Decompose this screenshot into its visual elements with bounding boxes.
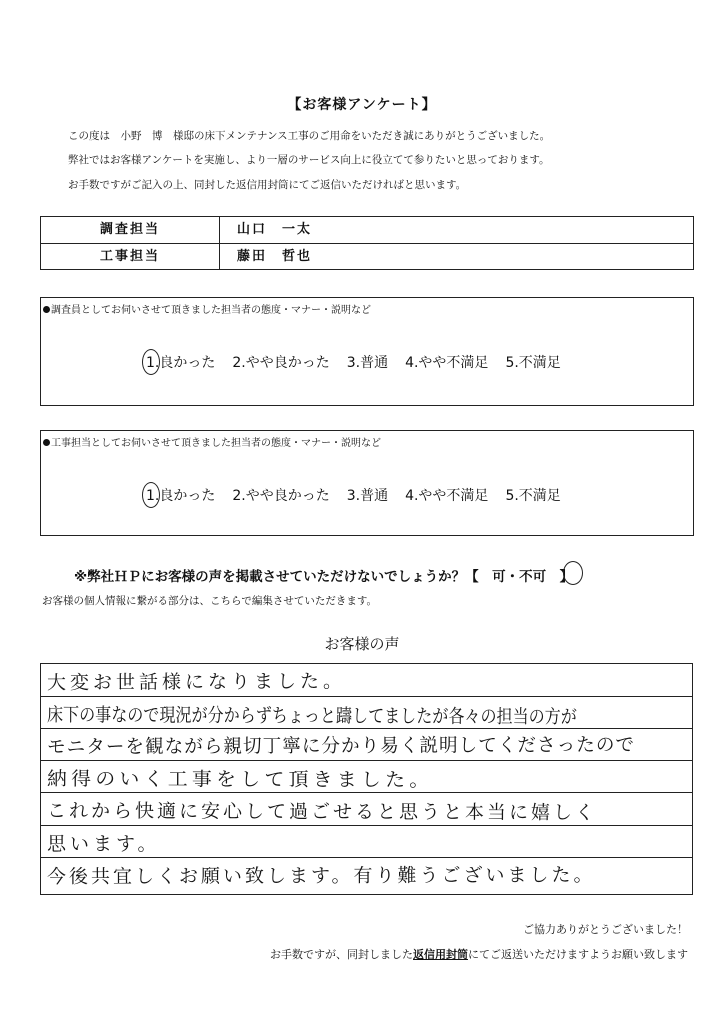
option-label: 2.やや良かった bbox=[232, 488, 330, 504]
option-label: 1.良かった bbox=[146, 355, 216, 371]
customer-voice-box bbox=[40, 663, 693, 895]
bullet-icon bbox=[43, 306, 50, 313]
rating-option-3[interactable] bbox=[347, 352, 388, 372]
rating-option-2[interactable] bbox=[232, 485, 329, 505]
rating-options bbox=[146, 485, 578, 505]
question-box-2 bbox=[40, 430, 694, 536]
ruled-line bbox=[41, 760, 692, 761]
footer-note bbox=[270, 946, 688, 962]
question-title bbox=[43, 301, 371, 316]
selection-circle bbox=[142, 482, 160, 508]
staff-row-construction bbox=[41, 243, 693, 270]
staff-label: 工事担当 bbox=[41, 244, 220, 270]
option-label: 5.不満足 bbox=[505, 488, 561, 504]
handwritten-line-5: これから快適に安心して過ごせると思うと本当に嬉しく bbox=[46, 800, 598, 824]
question-box-1 bbox=[40, 297, 694, 406]
handwritten-line-4: 納得のいく工事をして頂きました。 bbox=[46, 768, 434, 792]
handwritten-line-3: モニターを観ながら親切丁寧に分かり易く説明してくださったので bbox=[46, 733, 636, 758]
handwritten-line-7: 今後共宜しくお願い致します。有り難うございました。 bbox=[46, 864, 596, 888]
footer-text: にてご返送いただけますようお願い致します bbox=[468, 948, 688, 961]
staff-name: 藤田 哲也 bbox=[237, 249, 313, 264]
rating-option-1[interactable] bbox=[146, 485, 215, 505]
footer-emphasis: 返信用封筒 bbox=[413, 948, 468, 961]
rating-options bbox=[146, 352, 578, 372]
handwritten-line-1: 大変お世話様になりました。 bbox=[46, 670, 347, 694]
option-label: 3.普通 bbox=[346, 488, 389, 504]
rating-option-5[interactable] bbox=[505, 352, 560, 372]
permission-circle bbox=[563, 561, 583, 585]
option-label: 2.やや良かった bbox=[232, 355, 330, 371]
question-text: 調査員としてお伺いさせて頂きました担当者の態度・マナー・説明など bbox=[51, 305, 371, 316]
staff-table bbox=[40, 216, 694, 270]
rating-option-1[interactable] bbox=[146, 352, 215, 372]
selection-circle bbox=[142, 349, 160, 375]
ruled-line bbox=[41, 825, 692, 826]
option-label: 4.やや不満足 bbox=[405, 488, 489, 504]
privacy-note: お客様の個人情報に繋がる部分は、こちらで編集させていただきます。 bbox=[42, 595, 378, 607]
staff-row-survey bbox=[41, 217, 693, 243]
handwritten-line-2: 床下の事なので現況が分からずちょっと躊してましたが各々の担当の方が bbox=[46, 704, 577, 729]
rating-option-4[interactable] bbox=[405, 352, 488, 372]
intro-line-2: 弊社ではお客様アンケートを実施し、より一層のサービス向上に役立てて参りたいと思っております。 bbox=[68, 154, 550, 166]
handwritten-line-6: 思います。 bbox=[47, 833, 161, 855]
question-text: 工事担当としてお伺いさせて頂きました担当者の態度・マナー・説明など bbox=[51, 438, 381, 449]
intro-line-1: この度は 小野 博 様邸の床下メンテナンス工事のご用命をいただき誠にありがとうございました。 bbox=[68, 130, 551, 142]
ruled-line bbox=[41, 857, 692, 858]
option-label: 1.良かった bbox=[146, 488, 216, 504]
option-label: 3.普通 bbox=[346, 355, 389, 371]
option-label: 5.不満足 bbox=[505, 355, 561, 371]
rating-option-4[interactable] bbox=[405, 485, 488, 505]
question-title bbox=[43, 434, 381, 449]
option-label: 4.やや不満足 bbox=[405, 355, 489, 371]
ruled-line bbox=[41, 696, 692, 697]
bullet-icon bbox=[43, 439, 50, 446]
footer-text: お手数ですが、同封しました bbox=[270, 948, 413, 961]
rating-option-5[interactable] bbox=[505, 485, 560, 505]
intro-line-3: お手数ですがご記入の上、同封した返信用封筒にてご返信いただければと思います。 bbox=[68, 179, 467, 191]
ruled-line bbox=[41, 792, 692, 793]
hp-permission-question: ※弊社ＨＰにお客様の声を掲載させていただけないでしょうか？【 可・不可 】 bbox=[74, 569, 574, 585]
rating-option-2[interactable] bbox=[232, 352, 329, 372]
thanks-message: ご協力ありがとうございました！ bbox=[523, 923, 688, 936]
staff-label: 調査担当 bbox=[41, 217, 220, 243]
rating-option-3[interactable] bbox=[347, 485, 388, 505]
staff-name: 山口 一太 bbox=[237, 222, 313, 237]
survey-title: 【お客様アンケート】 bbox=[287, 97, 437, 113]
customer-voice-title: お客様の声 bbox=[324, 635, 400, 653]
